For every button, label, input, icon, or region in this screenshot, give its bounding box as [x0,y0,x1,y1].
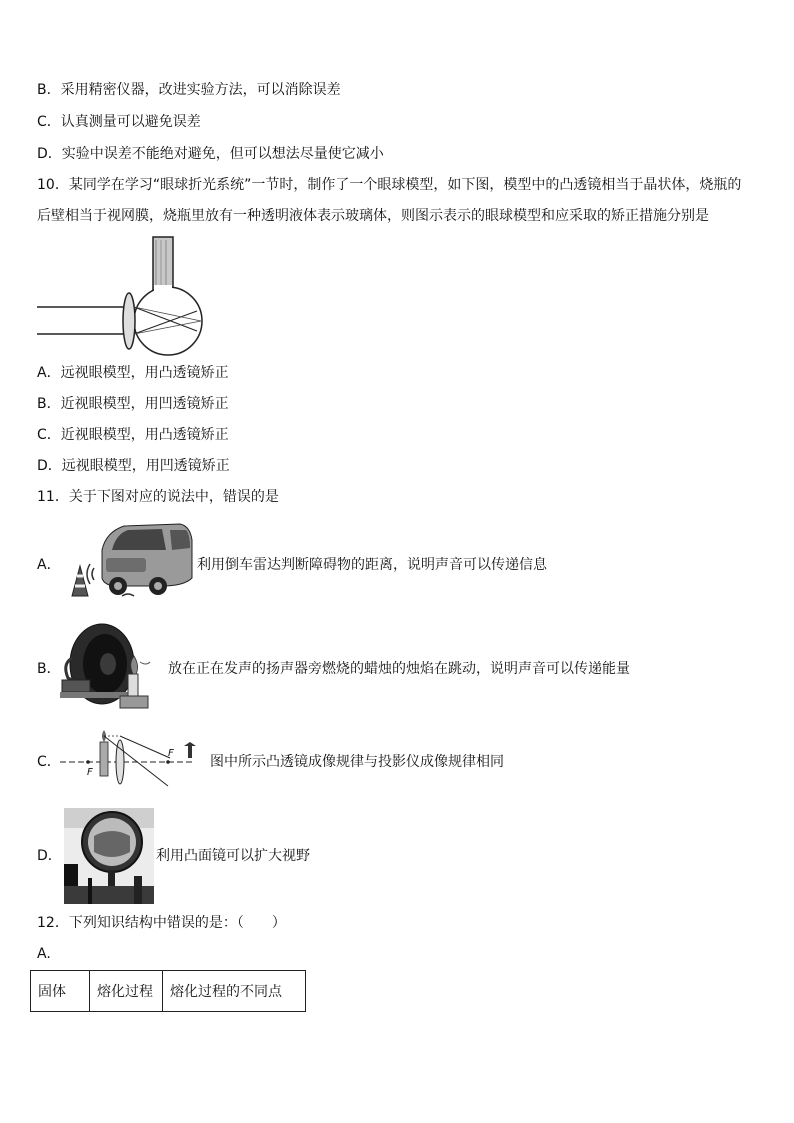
q11-option-b-letter: B． [37,661,61,677]
q10-option-c: C．近视眼模型，用凸透镜矫正 [37,427,229,443]
q12-option-a: A. [37,946,51,962]
q11-option-a-text: 利用倒车雷达判断障碍物的距离，说明声音可以传递信息 [197,557,547,573]
q10-stem-line1: 10．某同学在学习“眼球折光系统”一节时，制作了一个眼球模型，如下图，模型中的凸透镜相当于晶状体，烧瓶的 [37,177,742,193]
convex-lens-imaging-figure [60,728,210,790]
table-cell: 熔化过程 [90,971,163,1012]
lens-focal-label-right: F [168,748,174,759]
q11-stem: 11．关于下图对应的说法中，错误的是 [37,489,279,505]
q10-option-a: A．远视眼模型，用凸透镜矫正 [37,365,229,381]
speaker-candle-figure [58,618,170,712]
knowledge-structure-table [30,970,306,1012]
lens-focal-label-left: F [87,767,93,778]
q11-option-d-text: 利用凸面镜可以扩大视野 [156,848,310,864]
q12-stem: 12．下列知识结构中错误的是：（ ） [37,915,286,931]
table-cell: 熔化过程的不同点 [163,971,306,1012]
q11-option-c-letter: C． [37,754,61,770]
q9-option-b: B．采用精密仪器，改进实验方法，可以消除误差 [37,82,341,98]
eyeball-model-figure [37,235,217,360]
q11-option-d-letter: D． [37,848,62,864]
q9-option-c: C．认真测量可以避免误差 [37,114,201,130]
car-radar-figure [62,520,194,600]
q10-option-d: D．远视眼模型，用凹透镜矫正 [37,458,230,474]
convex-mirror-figure [64,808,154,904]
table-row [31,971,306,1012]
q11-option-a-letter: A． [37,557,61,573]
q11-option-b-text: 放在正在发声的扬声器旁燃烧的蜡烛的烛焰在跳动，说明声音可以传递能量 [168,661,630,677]
q9-option-d: D．实验中误差不能绝对避免，但可以想法尽量使它减小 [37,146,384,162]
q10-stem-line2: 后壁相当于视网膜，烧瓶里放有一种透明液体表示玻璃体，则图示表示的眼球模型和应采取的矫正措施分别是 [37,208,709,224]
table-cell: 固体 [31,971,90,1012]
q10-option-b: B．近视眼模型，用凹透镜矫正 [37,396,229,412]
q11-option-c-text: 图中所示凸透镜成像规律与投影仪成像规律相同 [210,754,504,770]
